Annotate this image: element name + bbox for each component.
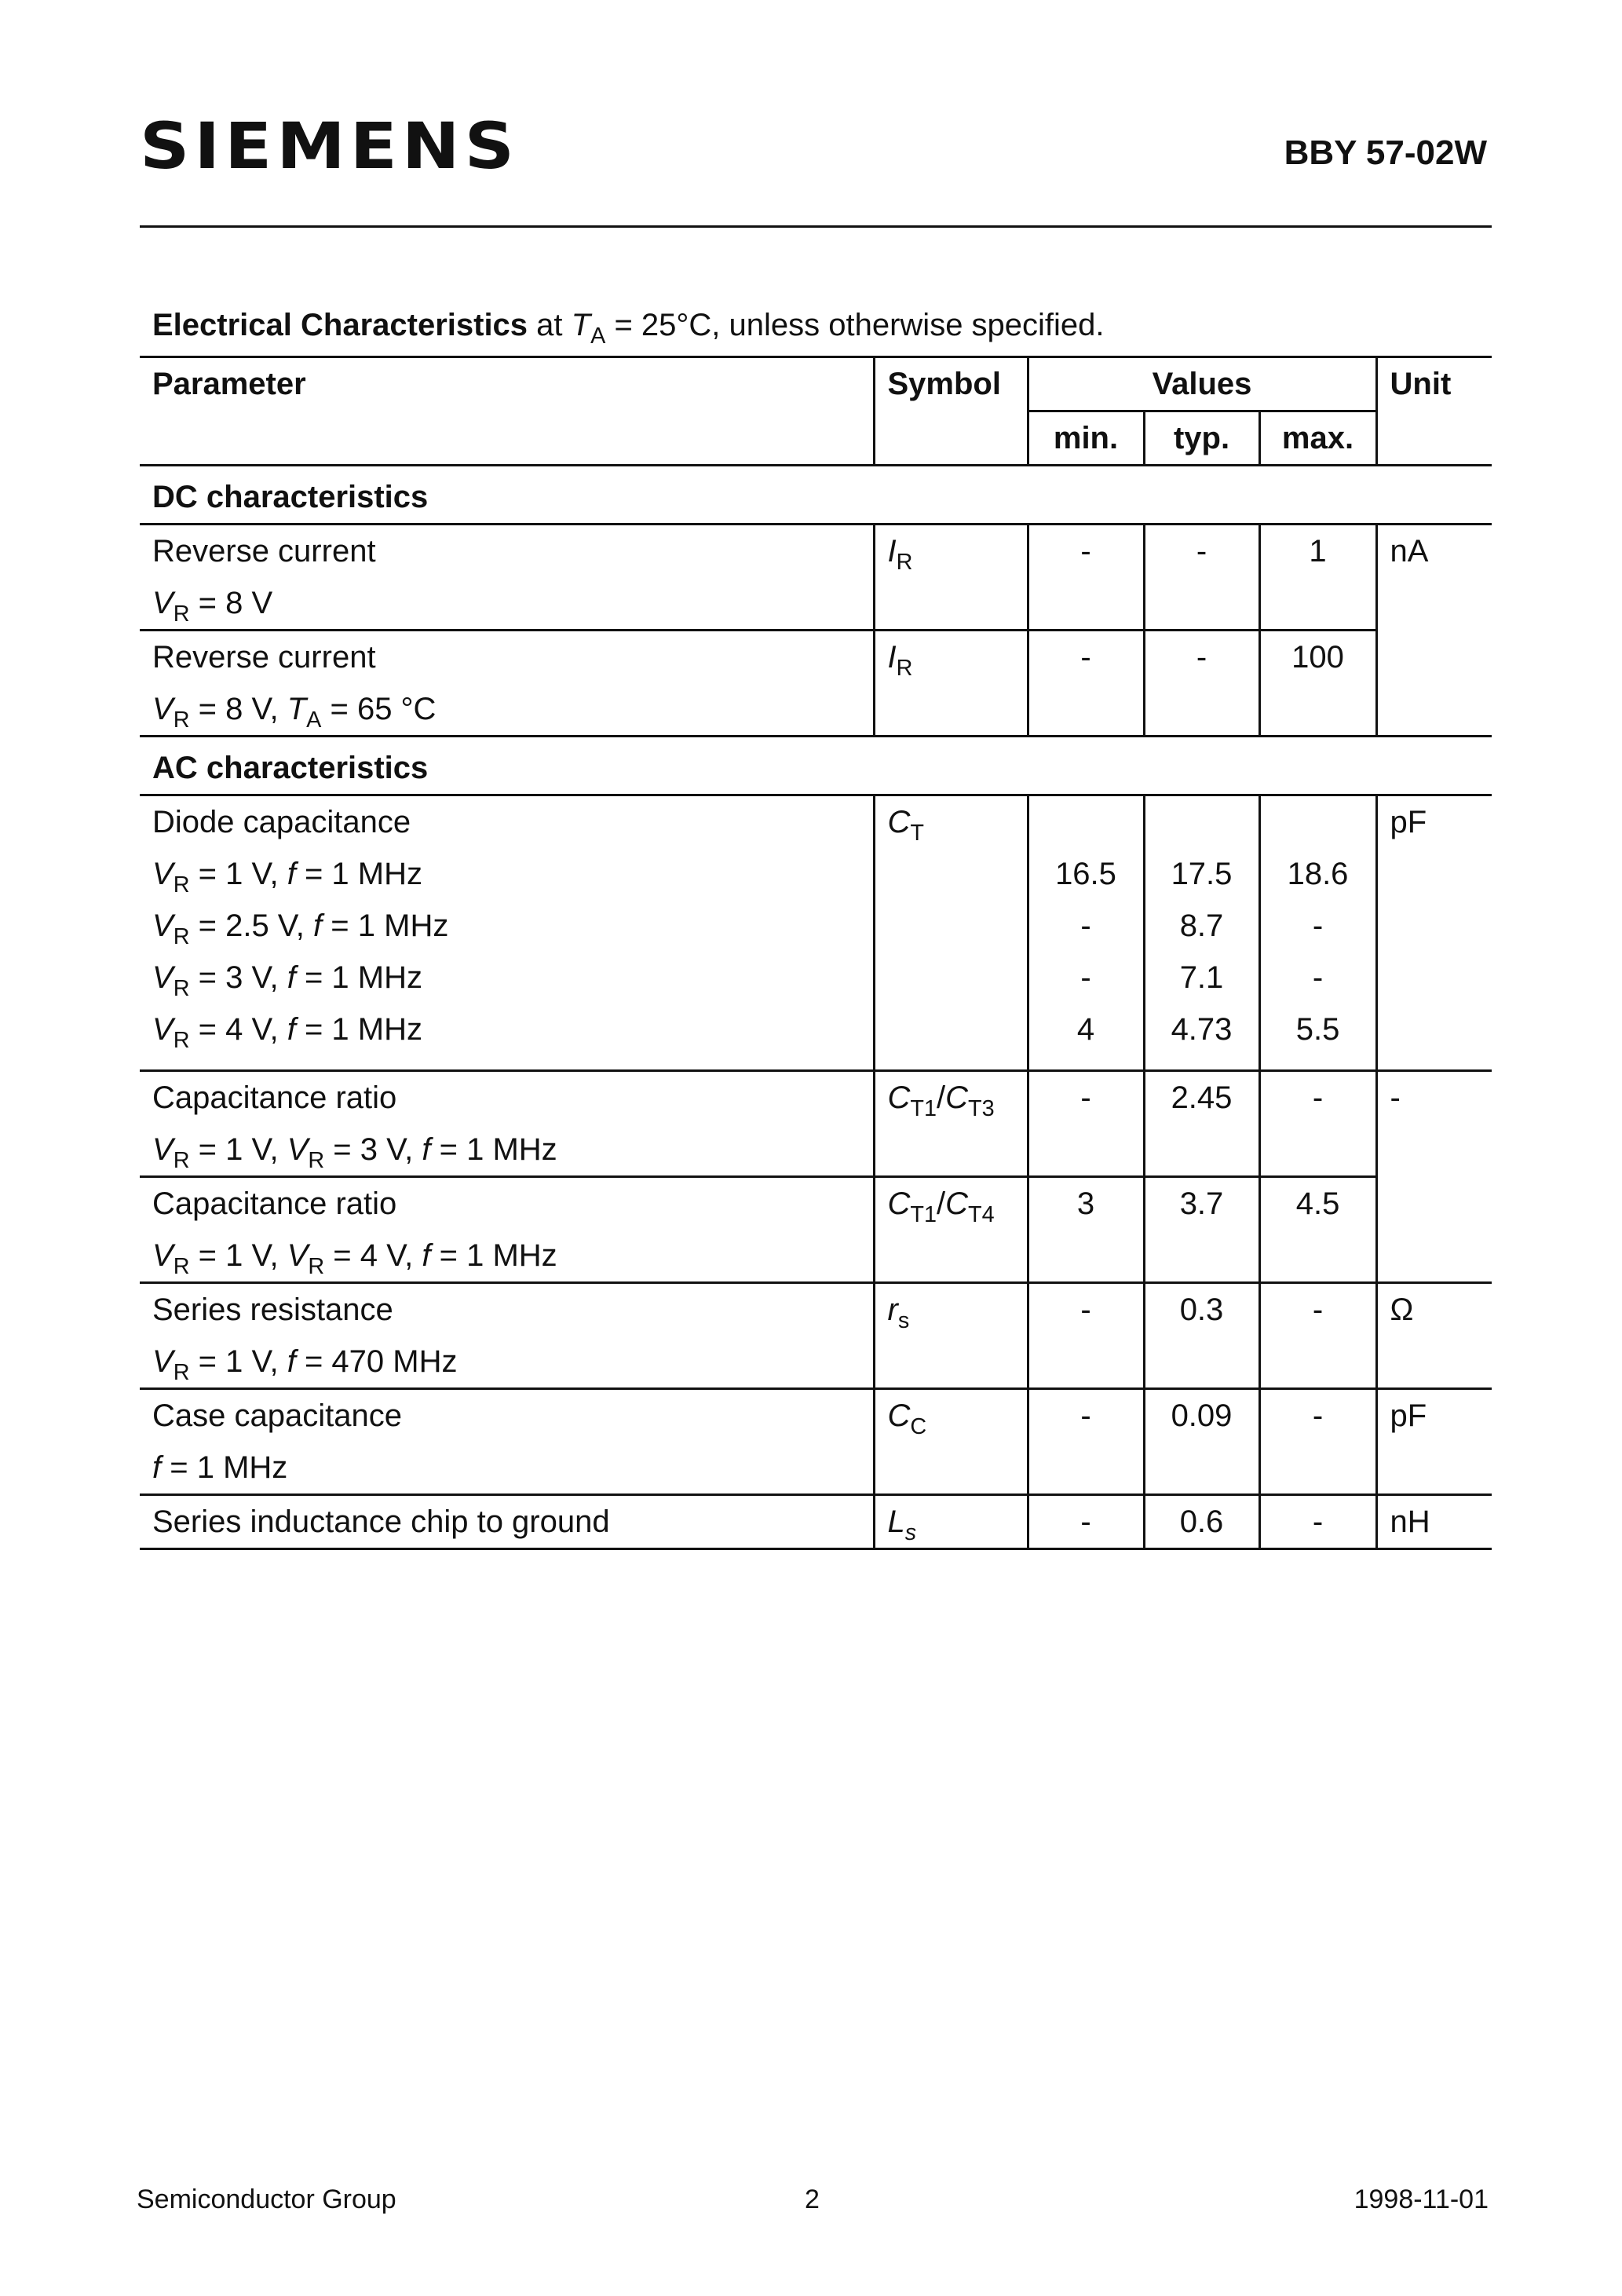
max-cell: - [1259, 1495, 1376, 1549]
heading-title: Electrical Characteristics [152, 308, 528, 342]
footer-date: 1998-11-01 [1353, 2184, 1489, 2214]
table-row [140, 1389, 1492, 1495]
param-name: Diode capacitance [152, 805, 411, 839]
siemens-logo: SIEMENS [140, 108, 519, 184]
max-cell: - [1259, 1071, 1376, 1177]
symbol-cell: $r_s$ [874, 1283, 1028, 1389]
footer-page-number: 2 [805, 2184, 820, 2214]
unit-cell: pF [1376, 1389, 1492, 1495]
max-cell: 100 [1259, 631, 1376, 737]
col-max: max. [1259, 411, 1376, 466]
min-cell: - [1028, 1283, 1144, 1389]
symbol-cell: $L_s$ [874, 1495, 1028, 1549]
section-heading [152, 308, 1105, 349]
min-cell: - [1028, 1389, 1144, 1495]
table-row [140, 631, 1492, 737]
table-row [140, 1177, 1492, 1283]
table-header-row [140, 357, 1492, 411]
col-symbol: Symbol [874, 357, 1028, 411]
param-condition: $V_R = 8$ V [152, 586, 273, 627]
table-row [140, 1071, 1492, 1177]
col-parameter: Parameter [140, 357, 874, 411]
param-name: Reverse current [152, 534, 376, 569]
param-condition: f = 1 MHz [152, 1450, 288, 1485]
min-cell: - [1028, 631, 1144, 737]
typ-cell: 2.45 [1144, 1071, 1259, 1177]
min-cell: - [1028, 1071, 1144, 1177]
col-min: min. [1028, 411, 1144, 466]
heading-rest: = 25°C, unless otherwise specified. [614, 308, 1105, 342]
col-values: Values [1028, 357, 1376, 411]
param-condition: $V_R = 8$ V, $T_A = 65$ °C [152, 692, 437, 733]
unit-cell: - [1376, 1071, 1492, 1283]
table-subheader-row [140, 411, 1492, 466]
typ-cell: 3.7 [1144, 1177, 1259, 1283]
table-row [140, 795, 1492, 1071]
symbol-cell: $C_{T1}/C_{T3}$ [874, 1071, 1028, 1177]
param-name: Capacitance ratio [152, 1186, 397, 1221]
heading-at: at [536, 308, 563, 342]
param-condition: $V_R = 1$ V, $V_R = 3$ V, f = 1 MHz [152, 1132, 557, 1174]
param-name: Series inductance chip to ground [140, 1495, 874, 1549]
min-cell: - [1028, 525, 1144, 631]
typ-cell: 0.3 [1144, 1283, 1259, 1389]
param-condition: $V_R = 3$ V, f = 1 MHz [152, 960, 422, 1002]
typ-cell: 17.5 8.7 7.1 4.73 [1144, 795, 1259, 1071]
table-row [140, 1283, 1492, 1389]
characteristics-table [140, 356, 1492, 1550]
symbol-cell: $C_{T1}/C_{T4}$ [874, 1177, 1028, 1283]
param-name: Series resistance [152, 1292, 393, 1327]
header-rule [140, 225, 1492, 228]
min-cell: 16.5 - - 4 [1028, 795, 1144, 1071]
min-cell: - [1028, 1495, 1144, 1549]
param-condition: $V_R = 1$ V, f = 470 MHz [152, 1344, 458, 1386]
max-cell: - [1259, 1283, 1376, 1389]
param-name: Case capacitance [152, 1398, 402, 1433]
section-row-dc [140, 466, 1492, 525]
unit-cell: pF [1376, 795, 1492, 1071]
unit-cell: Ω [1376, 1283, 1492, 1389]
symbol-cell: $I_R$ [874, 525, 1028, 631]
col-typ: typ. [1144, 411, 1259, 466]
param-condition: $V_R = 1$ V, f = 1 MHz [152, 857, 422, 898]
param-condition: $V_R = 2.5$ V, f = 1 MHz [152, 909, 449, 950]
section-row-ac [140, 737, 1492, 795]
param-condition: $V_R = 1$ V, $V_R = 4$ V, f = 1 MHz [152, 1238, 557, 1280]
typ-cell: - [1144, 631, 1259, 737]
unit-cell: nA [1376, 525, 1492, 737]
typ-cell: 0.6 [1144, 1495, 1259, 1549]
heading-symbol: T [571, 308, 591, 342]
min-cell: 3 [1028, 1177, 1144, 1283]
table-row [140, 1495, 1492, 1549]
max-cell: - [1259, 1389, 1376, 1495]
param-name: Reverse current [152, 640, 376, 675]
typ-cell: - [1144, 525, 1259, 631]
param-condition: $V_R = 4$ V, f = 1 MHz [152, 1012, 422, 1054]
footer-company: Semiconductor Group [137, 2184, 396, 2214]
table-row [140, 525, 1492, 631]
typ-cell: 0.09 [1144, 1389, 1259, 1495]
section-label: DC characteristics [140, 466, 1492, 525]
max-cell: 18.6 - - 5.5 [1259, 795, 1376, 1071]
heading-symbol-sub: A [590, 324, 606, 349]
section-label: AC characteristics [140, 737, 1492, 795]
symbol-cell: $I_R$ [874, 631, 1028, 737]
symbol-cell: $C_T$ [874, 795, 1028, 1071]
col-unit: Unit [1376, 357, 1492, 411]
max-cell: 4.5 [1259, 1177, 1376, 1283]
max-cell: 1 [1259, 525, 1376, 631]
part-number: BBY 57-02W [1284, 133, 1487, 172]
symbol-cell: $C_C$ [874, 1389, 1028, 1495]
param-name: Capacitance ratio [152, 1080, 397, 1115]
unit-cell: nH [1376, 1495, 1492, 1549]
